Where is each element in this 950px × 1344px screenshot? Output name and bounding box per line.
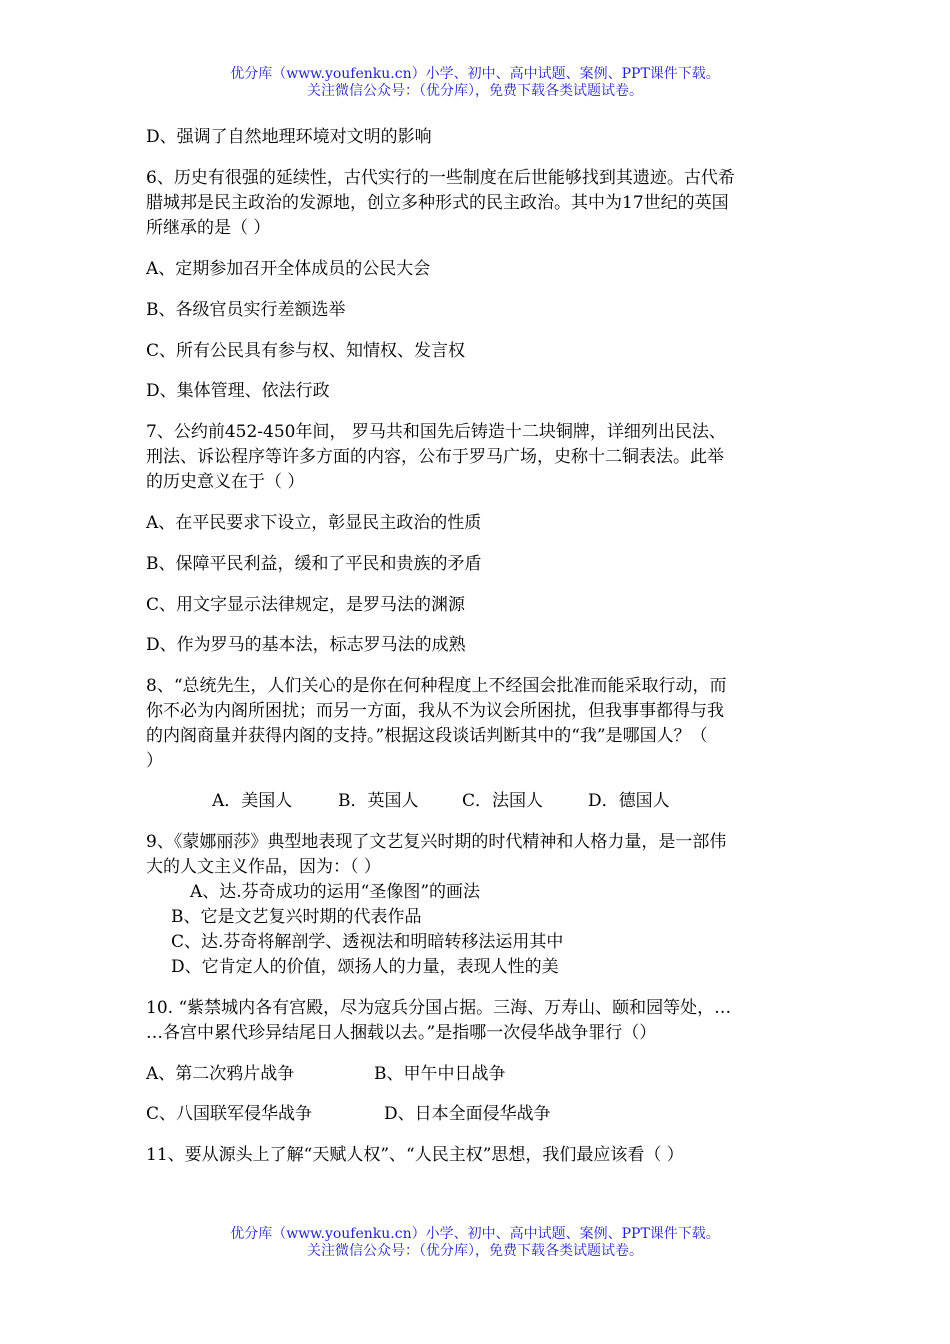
q6-option-b: B、各级官员实行差额选举 (146, 300, 346, 320)
q7-option-c: C、用文字显示法律规定，是罗马法的渊源 (146, 595, 466, 615)
q10-options-row-1 (146, 1064, 506, 1084)
q10-option-c: C、八国联军侵华战争 (146, 1104, 313, 1124)
q10-option-d: D、日本全面侵华战争 (384, 1104, 551, 1124)
footer-line-2: 关注微信公众号：（优分库），免费下载各类试题试卷。 (307, 1243, 643, 1259)
q8-option-a: A．美国人 (212, 791, 293, 811)
q6-stem-line-3: 所继承的是（ ） (146, 218, 271, 238)
q7-stem-line-3: 的历史意义在于（ ） (146, 472, 305, 492)
q7-stem-line-2: 刑法、诉讼程序等许多方面的内容，公布于罗马广场，史称十二铜表法。此举 (146, 447, 724, 467)
q8-options-row (212, 791, 670, 811)
footer-line-1: 优分库（www.youfenku.cn）小学、初中、高中试题、案例、PPT课件下载。 (230, 1226, 720, 1242)
q5-option-d: D、强调了自然地理环境对文明的影响 (146, 127, 432, 147)
q10-stem-line-2: …各宫中累代珍异结尾日人捆载以去。”是指哪一次侵华战争罪行（） (146, 1023, 657, 1043)
q8-stem-line-1: 8、“总统先生，人们关心的是你在何种程度上不经国会批准而能采取行动，而 (146, 676, 727, 696)
q11-stem-line-1: 11、要从源头上了解“天赋人权”、“人民主权”思想，我们最应该看（ ） (146, 1145, 684, 1165)
q6-stem-line-2: 腊城邦是民主政治的发源地，创立多种形式的民主政治。其中为17世纪的英国 (146, 193, 729, 213)
q10-option-b: B、甲午中日战争 (374, 1064, 506, 1084)
q8-stem-line-4: ） (146, 751, 163, 771)
q6-option-d: D、集体管理、依法行政 (146, 381, 330, 401)
q6-stem-line-1: 6、历史有很强的延续性，古代实行的一些制度在后世能够找到其遗迹。古代希 (146, 168, 735, 188)
header-line-2: 关注微信公众号：（优分库），免费下载各类试题试卷。 (307, 83, 643, 99)
q9-option-d: D、它肯定人的价值，颂扬人的力量，表现人性的美 (171, 957, 559, 977)
q9-stem-line-1: 9、《蒙娜丽莎》典型地表现了文艺复兴时期的时代精神和人格力量，是一部伟 (146, 832, 727, 852)
q7-stem-line-1: 7、公约前452-450年间， 罗马共和国先后铸造十二块铜牌，详细列出民法、 (146, 422, 726, 442)
q9-option-c: C、达.芬奇将解剖学、透视法和明暗转移法运用其中 (171, 932, 564, 952)
page-footer (0, 1226, 950, 1260)
q9-option-a: A、达.芬奇成功的运用“圣像图”的画法 (190, 882, 481, 902)
header-line-1: 优分库（www.youfenku.cn）小学、初中、高中试题、案例、PPT课件下载。 (230, 66, 720, 82)
q8-option-b: B．英国人 (338, 791, 419, 811)
q7-option-b: B、保障平民利益，缓和了平民和贵族的矛盾 (146, 554, 482, 574)
q9-option-b: B、它是文艺复兴时期的代表作品 (171, 907, 422, 927)
q7-option-a: A、在平民要求下设立，彰显民主政治的性质 (146, 513, 482, 533)
q9-stem-line-2: 大的人文主义作品，因为：（ ） (146, 857, 381, 877)
q7-option-d: D、作为罗马的基本法，标志罗马法的成熟 (146, 635, 466, 655)
q10-options-row-2 (146, 1104, 551, 1124)
q8-stem-line-3: 的内阁商量并获得内阁的支持。”根据这段谈话判断其中的“我”是哪国人？（ (146, 726, 708, 746)
q10-stem-line-1: 10. “紫禁城内各有宫殿，尽为寇兵分国占据。三海、万寿山、颐和园等处，… (146, 998, 732, 1018)
page-header (0, 66, 950, 100)
q8-option-c: C．法国人 (462, 791, 544, 811)
q6-option-c: C、所有公民具有参与权、知情权、发言权 (146, 341, 466, 361)
q8-stem-line-2: 你不必为内阁所困扰；而另一方面，我从不为议会所困扰，但我事事都得与我 (146, 701, 724, 721)
q8-option-d: D．德国人 (588, 791, 670, 811)
q6-option-a: A、定期参加召开全体成员的公民大会 (146, 259, 431, 279)
q10-option-a: A、第二次鸦片战争 (146, 1064, 295, 1084)
